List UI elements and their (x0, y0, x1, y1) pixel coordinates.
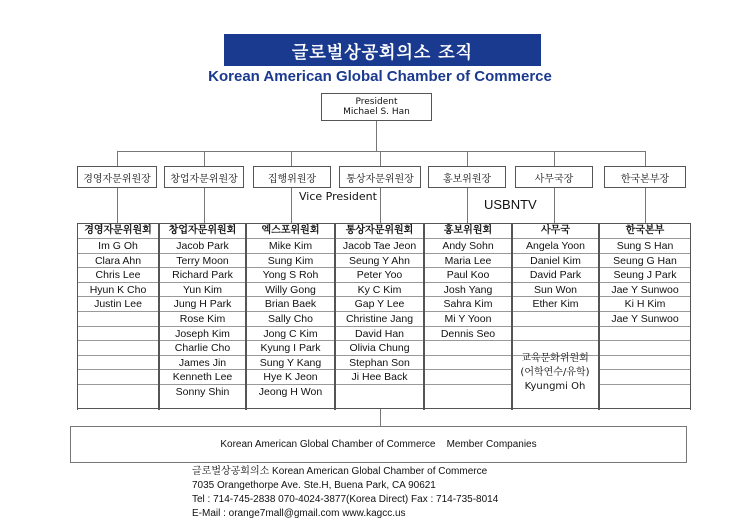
footer-line-email: E-Mail : orange7mall@gmail.com www.kagcc.us (192, 508, 406, 519)
member-cell: Jacob Park (160, 238, 245, 253)
dept-box-secretariat: 사무국장 (515, 166, 593, 188)
dept-box-pr: 홍보위원장 (428, 166, 506, 188)
empty-cell (425, 369, 511, 384)
connector-grid-to-members (380, 409, 381, 426)
member-cell: Justin Lee (78, 296, 158, 311)
empty-cell (425, 340, 511, 355)
dept-box-management: 경영자문위원장 (77, 166, 157, 188)
empty-cell (600, 369, 690, 384)
member-cell: Sung S Han (600, 238, 690, 253)
president-box (321, 93, 432, 121)
member-cell: Hye K Jeon (247, 369, 334, 384)
member-cell: Ether Kim (513, 296, 598, 311)
empty-cell (425, 355, 511, 370)
member-cell: Sun Won (513, 282, 598, 297)
empty-cell (425, 384, 511, 399)
connector-dept-down-3 (291, 188, 292, 223)
member-cell: Jeong H Won (247, 384, 334, 399)
connector-dept-down-4 (380, 188, 381, 223)
member-cell: Jae Y Sunwoo (600, 311, 690, 326)
member-cell: Seung J Park (600, 267, 690, 282)
member-cell: Jacob Tae Jeon (336, 238, 423, 253)
member-cell: Chris Lee (78, 267, 158, 282)
footer-line-phone: Tel : 714-745-2838 070-4024-3877(Korea Direct) Fax : 714-735-8014 (192, 494, 499, 505)
connector-dept-4 (380, 151, 381, 166)
committee-header: 통상자문위원회 (345, 225, 414, 236)
committee-header: 사무국 (541, 225, 570, 236)
member-cell: Josh Yang (425, 282, 511, 297)
education-committee-note (511, 352, 599, 394)
member-cell: Olivia Chung (336, 340, 423, 355)
member-cell: Ji Hee Back (336, 369, 423, 384)
connector-dept-3 (291, 151, 292, 166)
member-cell: Ky C Kim (336, 282, 423, 297)
member-cell: Jong C Kim (247, 326, 334, 341)
connector-dept-7 (645, 151, 646, 166)
committee-column (246, 224, 335, 410)
member-cell: Peter Yoo (336, 267, 423, 282)
member-cell: Kenneth Lee (160, 369, 245, 384)
connector-dept-6 (554, 151, 555, 166)
committee-header: 홍보위원회 (443, 225, 493, 236)
member-cell: James Jin (160, 355, 245, 370)
connector-dept-down-1 (117, 188, 118, 223)
member-cell: Paul Koo (425, 267, 511, 282)
dept-box-startup: 창업자문위원장 (164, 166, 244, 188)
member-cell: Maria Lee (425, 253, 511, 268)
subtitle-english: Korean American Global Chamber of Commerce (208, 68, 552, 85)
connector-dept-down-7 (645, 188, 646, 223)
member-cell: Joseph Kim (160, 326, 245, 341)
dept-box-executive: 집행위원장 (253, 166, 331, 188)
member-cell: David Han (336, 326, 423, 341)
empty-cell (78, 311, 158, 326)
member-cell: Andy Sohn (425, 238, 511, 253)
member-cell: Mi Y Yoon (425, 311, 511, 326)
education-committee-sub: (어학연수/유학) (520, 367, 590, 378)
connector-horizontal-top (117, 151, 645, 152)
member-cell: Sahra Kim (425, 296, 511, 311)
member-cell: Daniel Kim (513, 253, 598, 268)
education-committee-name: 교육문화위원회 (521, 353, 589, 364)
member-cell: Willy Gong (247, 282, 334, 297)
member-cell: Sung Kim (247, 253, 334, 268)
education-committee-member: Kyungmi Oh (524, 381, 586, 392)
member-cell: Clara Ahn (78, 253, 158, 268)
committee-column (599, 224, 691, 410)
member-cell: Seung G Han (600, 253, 690, 268)
connector-dept-5 (467, 151, 468, 166)
empty-cell (600, 384, 690, 399)
committee-header: 경영자문위원회 (84, 225, 152, 236)
member-cell: Yong S Roh (247, 267, 334, 282)
committee-column (159, 224, 246, 410)
empty-cell (78, 355, 158, 370)
member-cell: Ki H Kim (600, 296, 690, 311)
member-cell: Seung Y Ahn (336, 253, 423, 268)
connector-dept-down-5 (467, 188, 468, 223)
title-korean: 글로벌상공회의소 조직 (291, 42, 474, 63)
footer-line-address: 7035 Orangethorpe Ave. Ste.H, Buena Park, CA 90621 (192, 480, 436, 491)
member-cell: Sonny Shin (160, 384, 245, 399)
member-cell: David Park (513, 267, 598, 282)
empty-cell (513, 326, 598, 341)
member-cell: Christine Jang (336, 311, 423, 326)
footer-line-org: 글로벌상공회의소 Korean American Global Chamber of Commerce (192, 466, 488, 477)
member-cell: Sally Cho (247, 311, 334, 326)
member-cell: Angela Yoon (513, 238, 598, 253)
empty-cell (78, 369, 158, 384)
member-cell: Dennis Seo (425, 326, 511, 341)
committee-header: 창업자문위원회 (168, 225, 237, 236)
member-cell: Hyun K Cho (78, 282, 158, 297)
member-cell: Richard Park (160, 267, 245, 282)
member-cell: Brian Baek (247, 296, 334, 311)
member-cell: Mike Kim (247, 238, 334, 253)
empty-cell (513, 311, 598, 326)
member-cell: Gap Y Lee (336, 296, 423, 311)
empty-cell (78, 384, 158, 399)
committee-column (424, 224, 512, 410)
vice-president-label: Vice President (299, 190, 377, 203)
connector-president-down (376, 121, 377, 151)
member-cell: Kyung I Park (247, 340, 334, 355)
member-cell: Charlie Cho (160, 340, 245, 355)
empty-cell (600, 326, 690, 341)
usbntv-label: USBNTV (484, 197, 537, 212)
empty-cell (600, 355, 690, 370)
committee-header: 엑스포위원회 (261, 225, 320, 236)
title-banner (224, 34, 541, 66)
dept-box-korea-hq: 한국본부장 (604, 166, 686, 188)
member-cell: Jae Y Sunwoo (600, 282, 690, 297)
connector-dept-1 (117, 151, 118, 166)
member-cell: Sung Y Kang (247, 355, 334, 370)
member-companies-box (70, 426, 687, 463)
president-name: Michael S. Han (343, 107, 410, 117)
member-companies-label: Korean American Global Chamber of Commerce Member Companies (220, 439, 537, 450)
empty-cell (78, 326, 158, 341)
dept-box-trade: 통상자문위원장 (339, 166, 421, 188)
connector-dept-2 (204, 151, 205, 166)
committee-header: 한국본부 (625, 225, 665, 236)
member-cell: Terry Moon (160, 253, 245, 268)
committee-column (335, 224, 424, 410)
member-cell: Im G Oh (78, 238, 158, 253)
member-cell: Rose Kim (160, 311, 245, 326)
president-role: President (355, 97, 398, 107)
empty-cell (600, 340, 690, 355)
connector-dept-down-2 (204, 188, 205, 223)
connector-dept-down-6 (554, 188, 555, 223)
member-cell: Yun Kim (160, 282, 245, 297)
empty-cell (78, 340, 158, 355)
empty-cell (336, 384, 423, 399)
member-cell: Stephan Son (336, 355, 423, 370)
footer-contact (192, 465, 498, 521)
committee-column (77, 224, 159, 410)
member-cell: Jung H Park (160, 296, 245, 311)
